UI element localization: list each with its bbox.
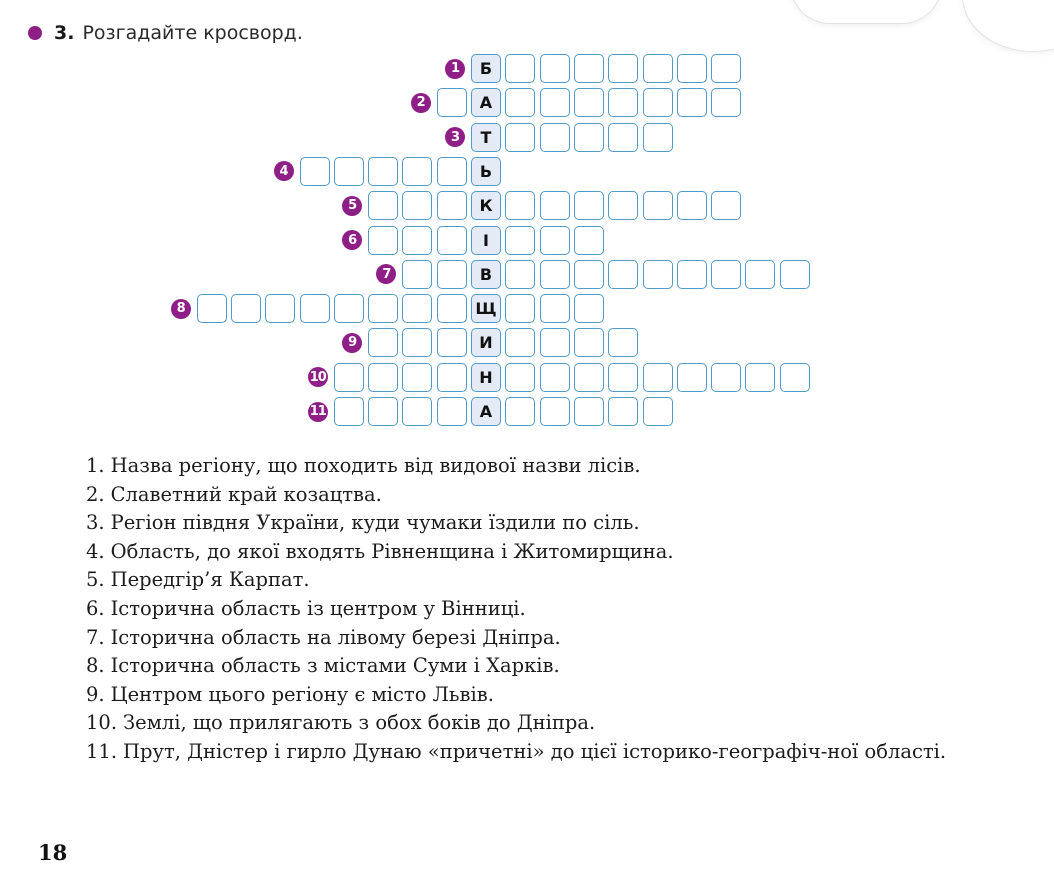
- crossword-cell[interactable]: [540, 260, 570, 289]
- clue-item: [86, 709, 1016, 738]
- clue-item: [86, 509, 1016, 538]
- crossword-cell[interactable]: [437, 363, 467, 392]
- clue-text: Прут, Дністер і гирло Дунаю «причетні» до цієї історико-географіч-ної області.: [123, 739, 947, 763]
- crossword-cell[interactable]: [197, 294, 227, 323]
- crossword-cell[interactable]: [574, 191, 604, 220]
- crossword-cell[interactable]: [608, 54, 638, 83]
- clue-text: Назва регіону, що походить від видової назви лісів.: [110, 454, 641, 477]
- crossword-cell[interactable]: [574, 88, 604, 117]
- clue-item: [86, 538, 1016, 567]
- crossword-key-cell[interactable]: Н: [471, 363, 501, 392]
- clue-list: [86, 452, 1016, 767]
- crossword-cell[interactable]: [540, 123, 570, 152]
- crossword-cell[interactable]: [677, 363, 707, 392]
- crossword-key-cell[interactable]: А: [471, 397, 501, 426]
- crossword-cell[interactable]: [402, 397, 432, 426]
- crossword-key-cell[interactable]: В: [471, 260, 501, 289]
- crossword-cell[interactable]: [643, 54, 673, 83]
- crossword-cell[interactable]: [711, 260, 741, 289]
- crossword-cell[interactable]: [437, 294, 467, 323]
- crossword-key-cell[interactable]: А: [471, 88, 501, 117]
- crossword-cell[interactable]: [608, 363, 638, 392]
- clue-text: Центром цього регіону є місто Львів.: [110, 682, 494, 706]
- crossword-cell[interactable]: [505, 123, 535, 152]
- crossword-cell[interactable]: [505, 397, 535, 426]
- clue-text: Історична область з містами Суми і Харків.: [110, 654, 560, 678]
- crossword-cell[interactable]: [643, 397, 673, 426]
- crossword-key-cell[interactable]: И: [471, 328, 501, 357]
- crossword-cell[interactable]: [540, 226, 570, 255]
- crossword-cell[interactable]: [574, 123, 604, 152]
- task-number: 3.: [54, 22, 75, 44]
- page-number: 18: [38, 840, 68, 865]
- crossword-cell[interactable]: [437, 88, 467, 117]
- clue-number: 6.: [86, 596, 105, 620]
- crossword-cell[interactable]: [300, 157, 330, 186]
- crossword-cell[interactable]: [574, 397, 604, 426]
- row-number-badge: 5: [342, 196, 362, 216]
- crossword-cell[interactable]: [505, 226, 535, 255]
- crossword-cell[interactable]: [677, 191, 707, 220]
- crossword-cell[interactable]: [540, 328, 570, 357]
- clue-text: Землі, що прилягають з обох боків до Дніпра.: [123, 711, 596, 735]
- crossword-cell[interactable]: [608, 191, 638, 220]
- clue-item: [86, 566, 1016, 595]
- crossword-cell[interactable]: [540, 397, 570, 426]
- crossword-cell[interactable]: [265, 294, 295, 323]
- crossword-cell[interactable]: [437, 226, 467, 255]
- crossword-cell[interactable]: [402, 363, 432, 392]
- crossword-key-cell[interactable]: Щ: [471, 294, 501, 323]
- crossword-cell[interactable]: [711, 54, 741, 83]
- crossword-cell[interactable]: [574, 226, 604, 255]
- crossword-cell[interactable]: [677, 260, 707, 289]
- crossword-cell[interactable]: [402, 191, 432, 220]
- crossword-cell[interactable]: [334, 157, 364, 186]
- crossword-cell[interactable]: [334, 397, 364, 426]
- crossword-cell[interactable]: [540, 294, 570, 323]
- clue-number: 4.: [86, 539, 105, 563]
- crossword-cell[interactable]: [711, 191, 741, 220]
- clue-text: Область, до якої входять Рівненщина і Житомирщина.: [110, 539, 674, 563]
- clue-item: [86, 624, 1016, 653]
- crossword-cell[interactable]: [574, 54, 604, 83]
- clue-text: Славетний край козацтва.: [110, 482, 382, 506]
- crossword-cell[interactable]: [643, 363, 673, 392]
- clue-text: Історична область із центром у Вінниці.: [110, 596, 526, 620]
- crossword-cell[interactable]: [368, 226, 398, 255]
- clue-item: [86, 652, 1016, 681]
- crossword-cell[interactable]: [780, 260, 810, 289]
- crossword-cell[interactable]: [402, 260, 432, 289]
- crossword-cell[interactable]: [437, 328, 467, 357]
- crossword-key-cell[interactable]: І: [471, 226, 501, 255]
- clue-number: 9.: [86, 682, 105, 706]
- crossword-cell[interactable]: [368, 397, 398, 426]
- crossword-cell[interactable]: [574, 363, 604, 392]
- crossword-cell[interactable]: [368, 294, 398, 323]
- crossword-cell[interactable]: [231, 294, 261, 323]
- row-number-badge: 9: [342, 333, 362, 353]
- clue-item: [86, 681, 1016, 710]
- clue-text: Регіон півдня України, куди чумаки їздили по сіль.: [110, 511, 640, 535]
- clue-item: [86, 481, 1016, 510]
- row-number-badge: 11: [308, 402, 328, 422]
- crossword-cell[interactable]: [402, 328, 432, 357]
- crossword-cell[interactable]: [505, 294, 535, 323]
- crossword-key-cell[interactable]: К: [471, 191, 501, 220]
- crossword-cell[interactable]: [437, 191, 467, 220]
- row-number-badge: 1: [445, 59, 465, 79]
- crossword-cell[interactable]: [643, 123, 673, 152]
- crossword-cell[interactable]: [608, 88, 638, 117]
- crossword-cell[interactable]: [368, 328, 398, 357]
- crossword-key-cell[interactable]: Ь: [471, 157, 501, 186]
- clue-number: 8.: [86, 654, 105, 678]
- crossword-cell[interactable]: [643, 260, 673, 289]
- task-instruction: Розгадайте кросворд.: [82, 22, 303, 44]
- crossword-cell[interactable]: [505, 191, 535, 220]
- crossword-cell[interactable]: [368, 363, 398, 392]
- crossword-cell[interactable]: [540, 88, 570, 117]
- crossword-cell[interactable]: [402, 157, 432, 186]
- row-number-badge: 8: [171, 299, 191, 319]
- clue-text: Передгір’я Карпат.: [110, 568, 310, 592]
- crossword-cell[interactable]: [574, 328, 604, 357]
- crossword-cell[interactable]: [437, 260, 467, 289]
- crossword-cell[interactable]: [505, 88, 535, 117]
- clue-number: 5.: [86, 568, 105, 592]
- crossword-cell[interactable]: [334, 363, 364, 392]
- crossword-cell[interactable]: [608, 397, 638, 426]
- crossword-cell[interactable]: [505, 260, 535, 289]
- crossword-cell[interactable]: [540, 191, 570, 220]
- crossword-cell[interactable]: [677, 54, 707, 83]
- row-number-badge: 2: [411, 93, 431, 113]
- crossword-cell[interactable]: [711, 363, 741, 392]
- row-number-badge: 7: [376, 264, 396, 284]
- crossword-cell[interactable]: [608, 260, 638, 289]
- crossword-cell[interactable]: [608, 328, 638, 357]
- row-number-badge: 4: [274, 161, 294, 181]
- crossword-cell[interactable]: [608, 123, 638, 152]
- clue-number: 10.: [86, 711, 118, 735]
- clue-text: Історична область на лівому березі Дніпра.: [110, 625, 561, 649]
- crossword-cell[interactable]: [677, 88, 707, 117]
- crossword-key-cell[interactable]: Б: [471, 54, 501, 83]
- crossword-cell[interactable]: [334, 294, 364, 323]
- crossword-cell[interactable]: [745, 260, 775, 289]
- crossword-cell[interactable]: [780, 363, 810, 392]
- crossword-cell[interactable]: [505, 328, 535, 357]
- crossword-cell[interactable]: [505, 54, 535, 83]
- crossword-cell[interactable]: [574, 260, 604, 289]
- clue-number: 3.: [86, 511, 105, 535]
- clue-number: 2.: [86, 482, 105, 506]
- crossword-cell[interactable]: [368, 157, 398, 186]
- crossword-cell[interactable]: [711, 88, 741, 117]
- clue-item: [86, 595, 1016, 624]
- crossword-cell[interactable]: [437, 157, 467, 186]
- crossword-cell[interactable]: [300, 294, 330, 323]
- crossword-cell[interactable]: [540, 54, 570, 83]
- crossword-key-cell[interactable]: Т: [471, 123, 501, 152]
- clue-item: [86, 738, 1016, 767]
- crossword-cell[interactable]: [402, 294, 432, 323]
- crossword-cell[interactable]: [368, 191, 398, 220]
- clue-number: 11.: [86, 739, 118, 763]
- row-number-badge: 10: [308, 367, 328, 387]
- clue-number: 7.: [86, 625, 105, 649]
- crossword-cell[interactable]: [402, 226, 432, 255]
- crossword-cell[interactable]: [437, 397, 467, 426]
- crossword-cell[interactable]: [643, 88, 673, 117]
- row-number-badge: 3: [445, 127, 465, 147]
- clue-item: [86, 452, 1016, 481]
- crossword-cell[interactable]: [540, 363, 570, 392]
- crossword-cell[interactable]: [505, 363, 535, 392]
- crossword-cell[interactable]: [643, 191, 673, 220]
- clue-number: 1.: [86, 454, 105, 477]
- crossword-cell[interactable]: [745, 363, 775, 392]
- crossword-cell[interactable]: [574, 294, 604, 323]
- row-number-badge: 6: [342, 230, 362, 250]
